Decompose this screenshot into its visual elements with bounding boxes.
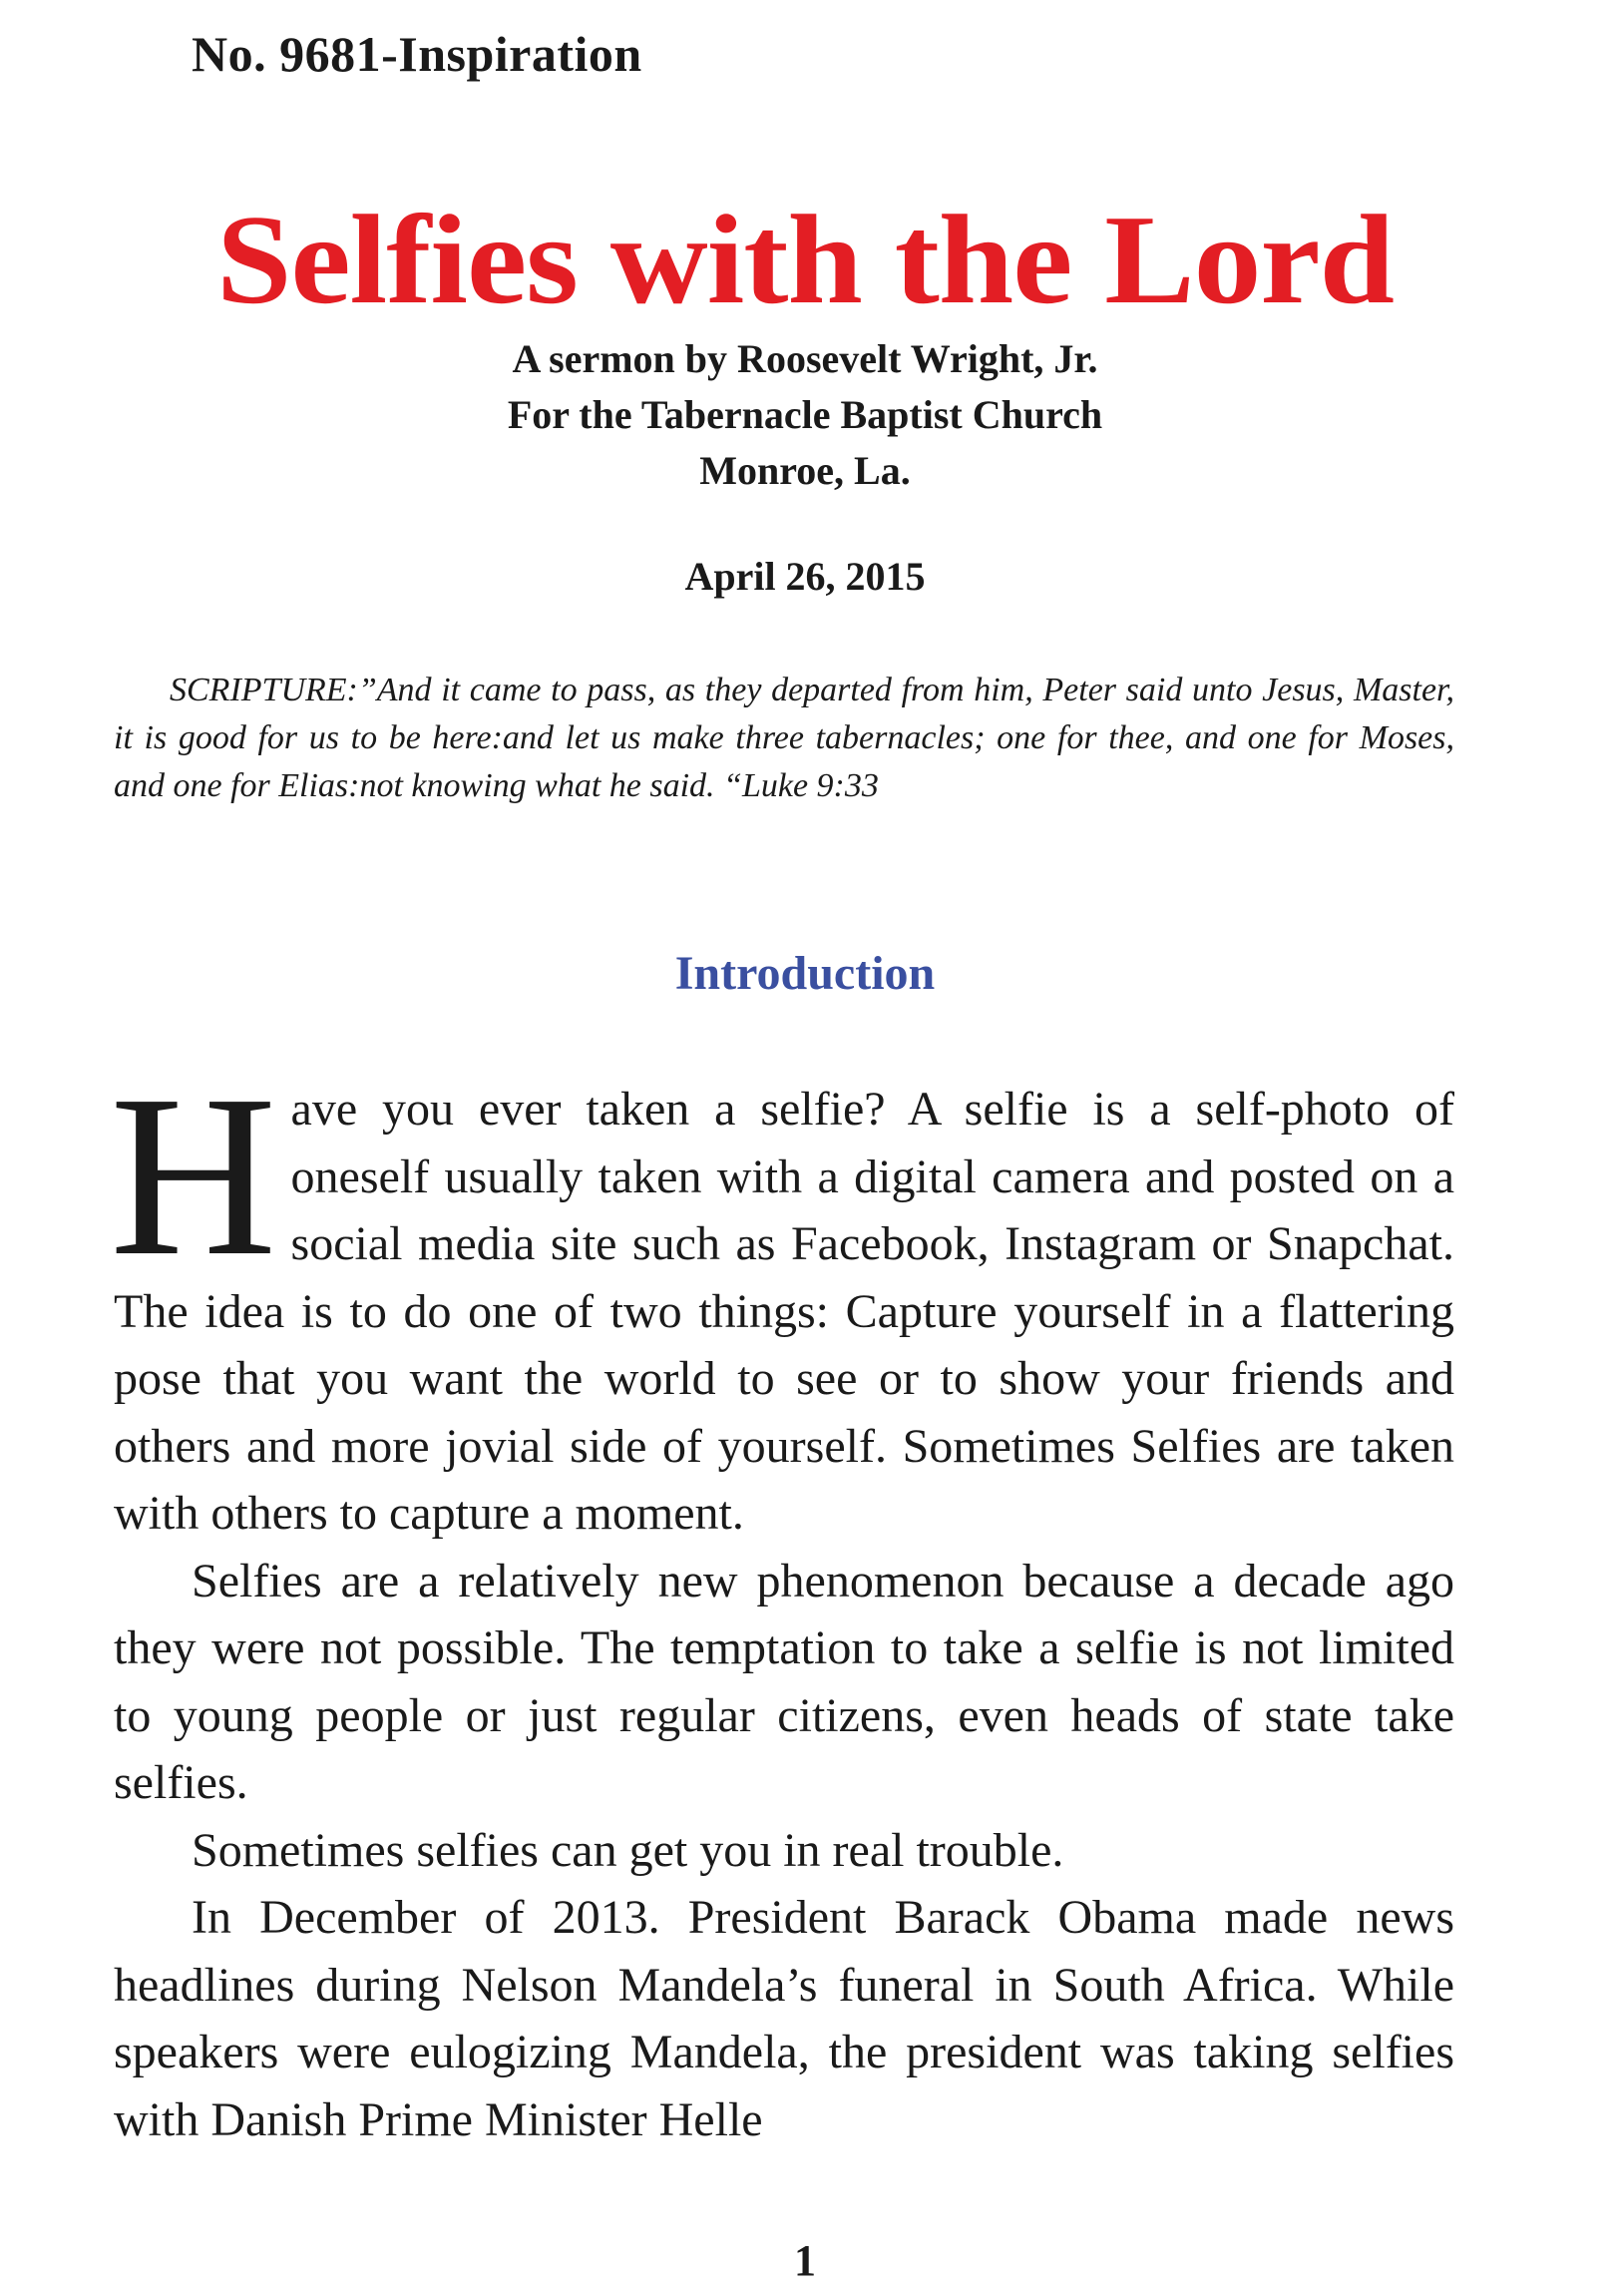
byline-location: Monroe, La. [699,448,911,493]
scripture-passage: SCRIPTURE:”And it came to pass, as they departed from him, Peter said unto Jesus, Master, it is good for us to be here:and let us make three tabernacles; one for thee, and one for Moses, and one for Elias:not knowing what he said. “Luke 9:33 [114,672,1454,804]
body-paragraph: In December of 2013. President Barack Obama made news headlines during Nelson Mandela’s funeral in South Africa. While speakers were eulogizing Mandela, the president was taking selfies with Danish Prime Minister Helle [114,1891,1454,2146]
byline-author: A sermon by Roosevelt Wright, Jr. [512,336,1098,381]
page-number: 1 [794,2236,816,2285]
drop-cap: H [110,1048,277,1304]
series-number: No. 9681-Inspiration [192,26,642,82]
body-paragraph: Sometimes selfies can get you in real trouble. [192,1823,1064,1877]
sermon-body [110,1048,1454,2153]
body-paragraph: Selfies are a relatively new phenomenon because a decade ago they were not possible. The temptation to take a selfie is not limited to young people or just regular citizens, even heads of state take selfies. [114,1554,1454,1809]
byline-church: For the Tabernacle Baptist Church [507,392,1103,437]
body-paragraph: ave you ever taken a selfie? A selfie is a self-photo of oneself usually taken with a digital camera and posted on a social media site such as Facebook, Instagram or Snapchat. The idea is to do one of two things: Capture yourself in a flattering pose that you want the world to see or to show your friends and others and more jovial side of yourself. Sometimes Selfies are taken with others to capture a moment. [114,1083,1454,1540]
section-heading: Introduction [674,947,936,1000]
sermon-title: Selfies with the Lord [216,189,1394,330]
sermon-date: April 26, 2015 [684,554,926,599]
